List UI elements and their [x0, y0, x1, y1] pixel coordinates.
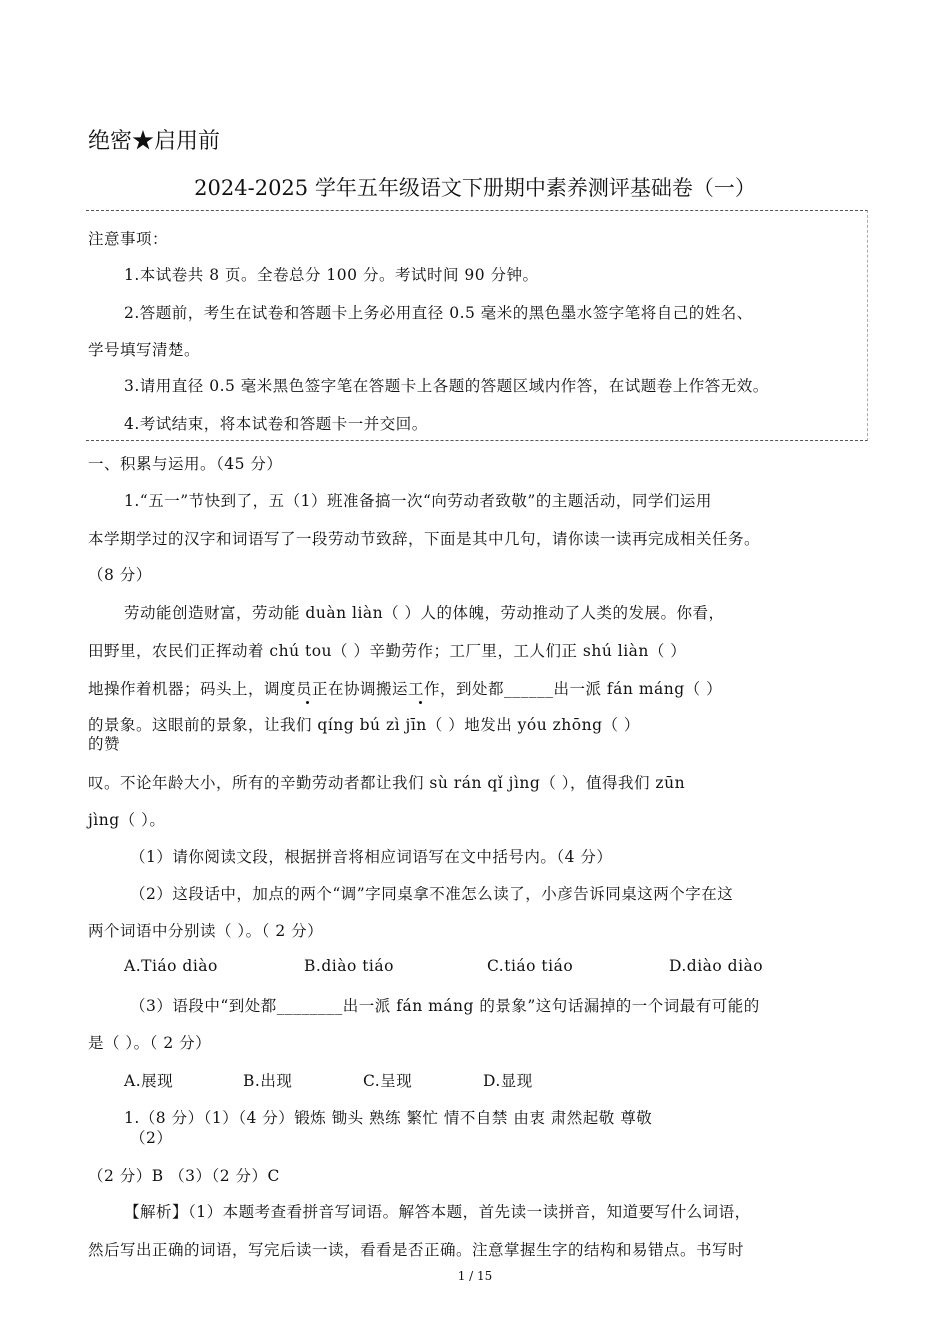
- notice-item: 2.答题前，考生在试卷和答题卡上务必用直径 0.5 毫米的黑色墨水签字笔将自己的姓名、: [124, 304, 753, 322]
- analysis-line: 然后写出正确的词语，写完后读一读，看看是否正确。注意掌握生字的结构和易错点。书写时: [88, 1241, 745, 1259]
- passage-line: jìng（ ）。: [88, 811, 166, 829]
- passage-line: 劳动能创造财富，劳动能 duàn liàn（ ）人的体魄，劳动推动了人类的发展。你看，: [124, 604, 725, 622]
- question-text: 本学期学过的汉字和词语写了一段劳动节致辞，下面是其中几句，请你读一读再完成相关任务。: [88, 530, 761, 548]
- passage-line: 田野里，农民们正挥动着 chú tou（ ）辛勤劳作；工厂里，工人们正 shú liàn（ ）: [88, 642, 687, 660]
- option-a: A.Tiáo diào: [124, 957, 218, 975]
- passage-line: 的赞: [88, 735, 121, 753]
- emphasis-dot: [419, 701, 422, 704]
- answer-line: 1.（8 分）（1）（4 分）锻炼 锄头 熟练 繁忙 情不自禁 由衷 肃然起敬 尊敬: [124, 1109, 653, 1127]
- notice-heading: 注意事项：: [88, 230, 169, 248]
- emphasis-dot: [306, 701, 309, 704]
- notice-box: [86, 210, 868, 441]
- notice-item: 学号填写清楚。: [88, 341, 201, 359]
- option-c: C.tiáo tiáo: [487, 957, 574, 975]
- sub-question-3: （3）语段中“到处都________出一派 fán máng 的景象”这句话漏掉的一个词最有可能的: [130, 997, 760, 1015]
- option-d: D.diào diào: [669, 957, 764, 975]
- question-text: 1.“五一”节快到了，五（1）班准备搞一次“向劳动者致敬”的主题活动，同学们运用: [124, 492, 712, 510]
- notice-item: 3.请用直径 0.5 毫米黑色签字笔在答题卡上各题的答题区域内作答，在试题卷上作答无效。: [124, 377, 769, 395]
- confidential-label: 绝密★启用前: [88, 129, 221, 154]
- sub-question-1: （1）请你阅读文段，根据拼音将相应词语写在文中括号内。（4 分）: [130, 848, 613, 866]
- answer-line: （2）: [130, 1129, 173, 1147]
- sub-question-3: 是（ ）。（ 2 分）: [88, 1034, 212, 1052]
- option-d: D.显现: [483, 1072, 533, 1090]
- option-a: A.展现: [124, 1072, 174, 1090]
- notice-item: 1.本试卷共 8 页。全卷总分 100 分。考试时间 90 分钟。: [124, 266, 539, 284]
- question-text: （8 分）: [88, 566, 152, 584]
- section-heading: 一、积累与运用。（45 分）: [88, 455, 283, 473]
- passage-line: 地操作着机器；码头上，调度员正在协调搬运工作，到处都______出一派 fán máng（ ）: [88, 680, 723, 698]
- answer-line: （2 分）B （3）（2 分）C: [88, 1167, 280, 1185]
- page-number: 1 / 15: [457, 1269, 493, 1283]
- option-c: C.呈现: [363, 1072, 413, 1090]
- notice-item: 4.考试结束，将本试卷和答题卡一并交回。: [124, 415, 428, 433]
- sub-question-2: 两个词语中分别读（ ）。（ 2 分）: [88, 922, 324, 940]
- passage-line: 叹。不论年龄大小，所有的辛勤劳动者都让我们 sù rán qǐ jìng（ ），值得我们 zūn: [88, 774, 686, 792]
- analysis-line: 【解析】（1）本题考查看拼音写词语。解答本题，首先读一读拼音，知道要写什么词语，: [124, 1203, 751, 1221]
- sub-question-2: （2）这段话中，加点的两个“调”字同桌拿不准怎么读了，小彦告诉同桌这两个字在这: [130, 885, 734, 903]
- option-b: B.diào tiáo: [304, 957, 394, 975]
- exam-title: 2024-2025 学年五年级语文下册期中素养测评基础卷（一）: [194, 176, 756, 200]
- passage-line: 的景象。这眼前的景象，让我们 qíng bú zì jīn（ ）地发出 yóu zhōng（ ）: [88, 716, 640, 734]
- option-b: B.出现: [243, 1072, 293, 1090]
